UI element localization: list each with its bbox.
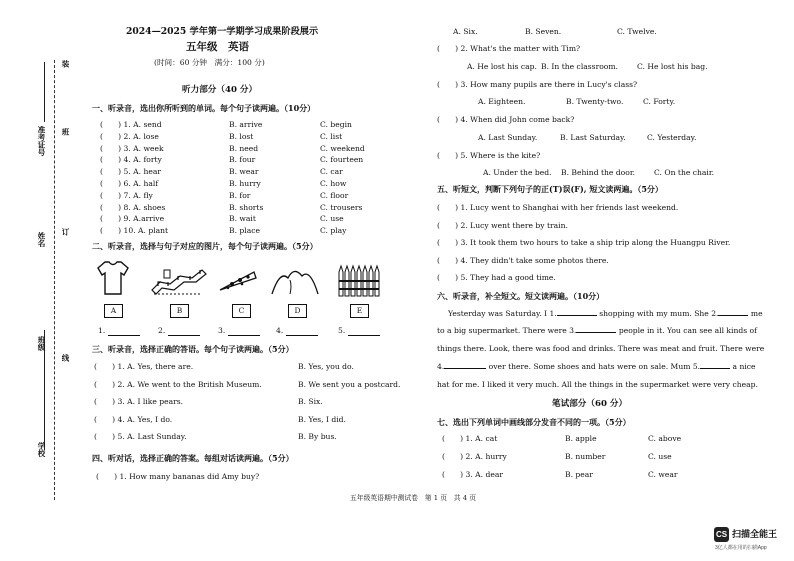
- s5-statement: ( ) 2. Lucy went there by train.: [437, 220, 568, 230]
- blank-3: [576, 332, 616, 333]
- s7-option-b: B. number: [565, 452, 606, 461]
- s3-option-a: ( ) 3. A. I like pears.: [94, 397, 184, 407]
- s1-option-b: B. for: [229, 190, 251, 200]
- picture-letter-box: A: [104, 304, 123, 318]
- s6-text: me: [750, 309, 763, 318]
- s5-statement: ( ) 1. Lucy went to Shanghai with her friends last weekend.: [437, 203, 679, 212]
- answer-blank-line: [228, 335, 260, 336]
- picture-letter-box: E: [350, 304, 369, 318]
- s1-option-b: B. arrive: [229, 120, 263, 129]
- s1-option-a: ( ) 1. A. send: [100, 120, 162, 129]
- s7-option-b: B. pear: [565, 470, 593, 479]
- s3-option-b: B. Yes, you do.: [298, 362, 354, 371]
- s1-option-b: B. hurry: [229, 179, 261, 188]
- answer-blank-number: 5.: [338, 326, 346, 335]
- s1-title: 一、听录音，选出你所听到的单词。每个句子读两遍。（10分）: [92, 103, 316, 113]
- s5-statement: ( ) 3. It took them two hours to take a ship trip along the Huangpu River.: [437, 238, 731, 248]
- s1-option-b: B. need: [229, 143, 259, 153]
- s4-q2-opt: C. He lost his bag.: [637, 62, 708, 71]
- s1-option-c: C. fourteen: [320, 155, 364, 165]
- s1-option-c: C. car: [320, 167, 343, 177]
- s6-text: people in it. You can see all kinds of: [618, 326, 757, 335]
- great-wall-icon: [150, 264, 208, 298]
- answer-blank-line: [348, 335, 380, 336]
- s1-option-a: ( ) 8. A. shoes: [100, 202, 166, 212]
- s4-q5-opt: C. On the chair.: [654, 168, 715, 177]
- answer-blank-line: [286, 335, 318, 336]
- s7-option-a: ( ) 2. A. hurry: [442, 452, 507, 461]
- t-shirt-icon: [96, 260, 130, 296]
- s7-option-b: B. apple: [565, 434, 597, 443]
- answer-blank-line: [108, 335, 140, 336]
- answer-blank-number: 4.: [276, 326, 284, 335]
- s3-option-a: ( ) 5. A. Last Sunday.: [94, 432, 187, 442]
- crayons-icon: [336, 262, 382, 298]
- s6-text: over there. Some shoes and hats were on sale. Mum 5.: [488, 362, 701, 371]
- s7-option-a: ( ) 3. A. dear: [442, 470, 504, 479]
- name-label: 姓名: [37, 232, 46, 247]
- s4-q2-opt: A. He lost his cap.: [467, 62, 537, 71]
- s1-option-c: C. floor: [320, 190, 349, 200]
- s4-q5-opt: B. Behind the door.: [561, 168, 636, 177]
- s1-option-a: ( ) 10. A. plant: [100, 226, 169, 236]
- s4-q1-opt-b: B. Seven.: [525, 27, 562, 36]
- blank-2: [718, 315, 748, 316]
- s4-title: 四、听对话，选择正确的答案。每组对话读两遍。（5分）: [92, 453, 294, 463]
- s1-option-c: C. how: [320, 179, 347, 188]
- binding-line-solid: [44, 62, 45, 122]
- s4-q2: ( ) 2. What's the matter with Tim?: [437, 44, 581, 53]
- s1-option-b: B. shorts: [229, 202, 264, 212]
- s4-q4-opt: A. Last Sunday.: [478, 133, 538, 142]
- exam-meta: (时间：60 分钟 满分：100 分): [154, 58, 265, 67]
- s6-text: a nice: [732, 362, 756, 371]
- s1-option-c: C. use: [320, 214, 344, 224]
- s6-text: 4.: [437, 362, 445, 371]
- s1-option-a: ( ) 7. A. fly: [100, 190, 153, 200]
- s1-option-b: B. wear: [229, 167, 259, 177]
- s6-line-5: hat for me. I liked it very much. All the things in the supermarket were very cheap.: [437, 380, 758, 389]
- s1-option-c: C. trousers: [320, 202, 363, 212]
- blank-4: [444, 368, 486, 369]
- s3-option-b: B. We sent you a postcard.: [298, 379, 401, 389]
- s4-q3: ( ) 3. How many pupils are there in Lucy's class?: [437, 80, 638, 89]
- blank-5: [700, 368, 730, 369]
- class-char: 班: [61, 128, 70, 136]
- s6-line-1: [448, 309, 763, 318]
- scanner-name: 扫描全能王: [732, 529, 778, 539]
- s7-title: 七、选出下列单词中画线部分发音不同的一项。（5分）: [437, 417, 631, 427]
- exam-title: 2024—2025 学年第一学期学习成果阶段展示: [126, 26, 319, 37]
- s5-title: 五、听短文，判断下列句子的正(T)误(F), 短文读两遍。（5分）: [437, 184, 663, 194]
- grade-label: 班级: [37, 336, 46, 351]
- s4-q1: ( ) 1. How many bananas did Amy buy?: [96, 472, 260, 481]
- s3-option-a: ( ) 2. A. We went to the British Museum.: [94, 379, 262, 389]
- s5-statement: ( ) 5. They had a good time.: [437, 273, 556, 283]
- s6-text: shopping with my mum. She 2.: [599, 309, 719, 318]
- written-title: 笔试部分（60 分）: [552, 399, 628, 409]
- s6-text: to a big supermarket. There were 3.: [437, 326, 577, 335]
- s2-title: 二、听录音，选择与句子对应的图片，每个句子读两遍。（5分）: [92, 241, 318, 251]
- s3-option-b: B. Yes, I did.: [298, 414, 346, 424]
- s1-option-c: C. weekend: [320, 143, 365, 153]
- xian-char: 线: [61, 354, 70, 362]
- school-label: 学校: [37, 442, 46, 457]
- zhuang-char: 装: [61, 60, 70, 68]
- s7-option-c: C. wear: [648, 470, 678, 479]
- s6-title: 六、听录音，补全短文。短文读两遍。（10分）: [437, 291, 605, 301]
- picture-letter-box: D: [288, 304, 307, 318]
- s3-option-a: ( ) 1. A. Yes, there are.: [94, 362, 194, 371]
- s1-option-c: C. begin: [320, 120, 352, 129]
- s4-q4-opt: C. Yesterday.: [647, 133, 697, 142]
- s4-q5: ( ) 5. Where is the kite?: [437, 151, 541, 160]
- s1-option-c: C. play: [320, 226, 347, 236]
- s1-option-b: B. place: [229, 226, 260, 236]
- s3-option-b: B. Six.: [298, 397, 323, 407]
- s1-option-b: B. lost: [229, 131, 254, 141]
- s6-line-4: [437, 362, 756, 371]
- s7-option-c: C. use: [648, 452, 672, 461]
- s4-q4-opt: B. Last Saturday.: [560, 133, 626, 142]
- answer-blank-line: [168, 335, 200, 336]
- scanner-logo-icon: CS: [714, 527, 729, 542]
- s1-option-a: ( ) 2. A. lose: [100, 131, 159, 141]
- answer-blank-number: 2.: [158, 326, 166, 335]
- s4-q2-opt: B. In the classroom.: [541, 62, 618, 71]
- s1-option-a: ( ) 6. A. half: [100, 179, 159, 188]
- s4-q3-opt: C. Forty.: [643, 97, 676, 106]
- s6-line-3: things there. Look, there was food and drinks. There was meat and fruit. There were: [437, 344, 765, 353]
- picture-letter-box: B: [170, 304, 189, 318]
- mountains-icon: [270, 264, 320, 298]
- s5-statement: ( ) 4. They didn't take some photos there.: [437, 255, 609, 265]
- s6-text: Yesterday was Saturday. I 1.: [448, 309, 557, 318]
- footer-text: 五年级英语期中测试卷 第 1 页 共 4 页: [350, 494, 477, 502]
- s1-option-a: ( ) 5. A. hear: [100, 167, 162, 177]
- s4-q5-opt: A. Under the bed.: [483, 168, 552, 177]
- s4-q1-opt-c: C. Twelve.: [617, 27, 657, 36]
- picture-letter-box: C: [232, 304, 251, 318]
- listening-title: 听力部分（40 分）: [182, 85, 258, 95]
- s4-q1-opt-a: A. Six.: [453, 27, 478, 36]
- answer-blank-number: 1.: [98, 326, 106, 335]
- s7-option-a: ( ) 1. A. cat: [442, 434, 498, 443]
- s1-option-a: ( ) 4. A. forty: [100, 155, 162, 165]
- s1-option-c: C. list: [320, 131, 343, 141]
- s4-q4: ( ) 4. When did John come back?: [437, 115, 575, 124]
- s1-option-b: B. wait: [229, 214, 256, 224]
- s1-option-a: ( ) 9. A.arrive: [100, 214, 165, 224]
- s6-line-2: [437, 326, 757, 335]
- exam-subtitle: 五年级 英语: [186, 41, 249, 53]
- binding-line-dashed: [54, 60, 55, 500]
- pizza-icon: [218, 268, 258, 296]
- s3-option-b: B. By bus.: [298, 432, 337, 442]
- scanner-tag: 3亿人都在用的扫描App: [715, 545, 767, 551]
- s4-q3-opt: A. Eighteen.: [478, 97, 526, 106]
- seat-number-label: 准考证号: [37, 126, 46, 156]
- s3-title: 三、听录音，选择正确的答语。每个句子读两遍。（5分）: [92, 344, 294, 354]
- blank-1: [557, 315, 597, 316]
- s7-option-c: C. above: [648, 434, 682, 443]
- answer-blank-number: 3.: [218, 326, 226, 335]
- s3-option-a: ( ) 4. A. Yes, I do.: [94, 414, 173, 424]
- ding-char: 订: [61, 228, 70, 236]
- s1-option-a: ( ) 3. A. week: [100, 143, 164, 153]
- s4-q3-opt: B. Twenty-two.: [566, 97, 624, 106]
- s1-option-b: B. four: [229, 155, 256, 165]
